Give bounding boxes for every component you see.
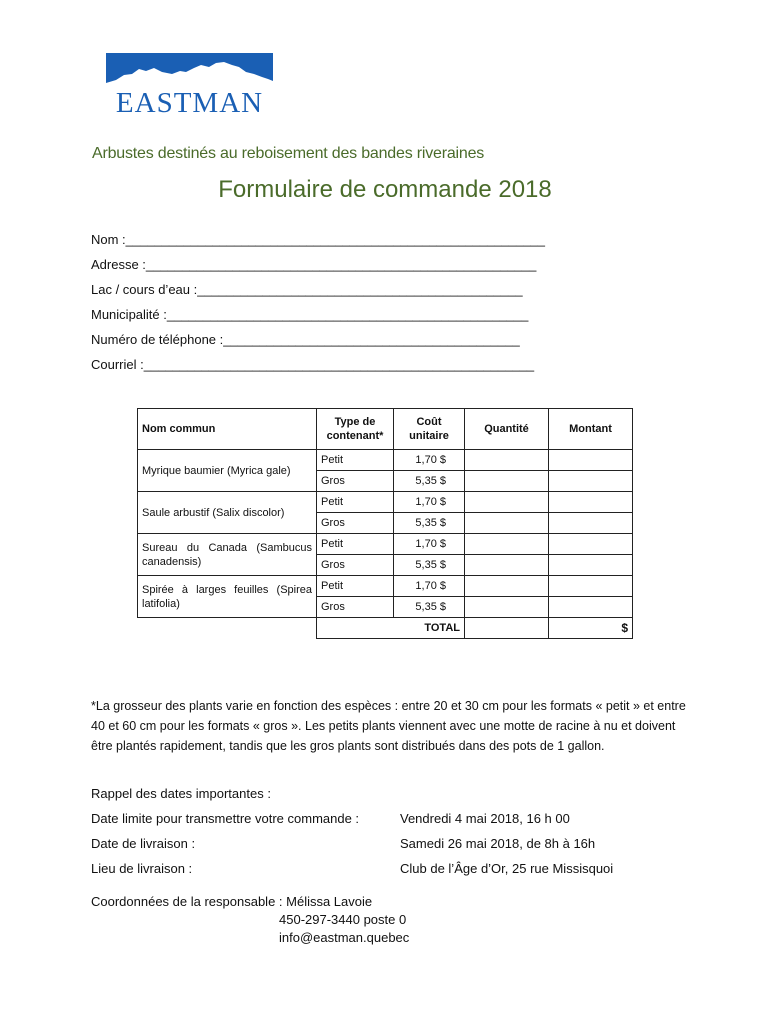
deadline-value: Vendredi 4 mai 2018, 16 h 00 (400, 811, 570, 826)
quantity-cell[interactable] (465, 555, 549, 576)
contact-phone: 450-297-3440 poste 0 (279, 912, 407, 927)
table-row (138, 450, 633, 471)
amount-cell[interactable] (549, 534, 633, 555)
unit-cost: 5,35 $ (394, 555, 465, 576)
contact-label: Coordonnées de la responsable : Mélissa Lavoie (91, 894, 373, 909)
delivery-date-value: Samedi 26 mai 2018, de 8h à 16h (400, 836, 596, 851)
total-quantity-cell[interactable] (465, 618, 549, 639)
total-label: TOTAL (317, 618, 465, 639)
unit-cost: 5,35 $ (394, 597, 465, 618)
phone-field[interactable]: Numéro de téléphone :_________________________________________ (91, 332, 520, 347)
amount-cell[interactable] (549, 492, 633, 513)
amount-cell[interactable] (549, 555, 633, 576)
deadline-label: Date limite pour transmettre votre commande : (91, 811, 360, 826)
contact-email[interactable]: info@eastman.quebec (279, 930, 410, 945)
header-quantity: Quantité (465, 409, 549, 450)
container-type: Gros (317, 555, 394, 576)
eastman-logo (106, 53, 273, 123)
page-title: Formulaire de commande 2018 (218, 176, 552, 203)
plant-name: Spirée à larges feuilles (Spirea latifolia) (138, 576, 317, 618)
container-type: Petit (317, 450, 394, 471)
quantity-cell[interactable] (465, 597, 549, 618)
container-type: Petit (317, 576, 394, 597)
amount-cell[interactable] (549, 597, 633, 618)
mountain-logo-icon (106, 53, 273, 89)
amount-cell[interactable] (549, 513, 633, 534)
order-table (137, 408, 633, 639)
header-name: Nom commun (138, 409, 317, 450)
quantity-cell[interactable] (465, 576, 549, 597)
name-field[interactable]: Nom :__________________________________________________________ (91, 232, 546, 247)
email-field[interactable]: Courriel :______________________________________________________ (91, 357, 535, 372)
plant-name: Sureau du Canada (Sambucus canadensis) (138, 534, 317, 576)
unit-cost: 1,70 $ (394, 450, 465, 471)
footnote: *La grosseur des plants varie en fonction des espèces : entre 20 et 30 cm pour les formats « petit » et entre 40 et 60 cm pour les formats « gros ». Les petits plants viennent avec une motte de racine à nu et doivent être plantés rapidement, tandis que les gros plants sont distribués dans des pots de 1 gallon. (91, 699, 686, 753)
amount-cell[interactable] (549, 450, 633, 471)
container-type: Gros (317, 471, 394, 492)
delivery-date-label: Date de livraison : (91, 836, 196, 851)
total-amount[interactable]: $ (549, 618, 633, 639)
header-type: Type de contenant* (317, 409, 394, 450)
table-row (138, 534, 633, 555)
plant-name: Myrique baumier (Myrica gale) (138, 450, 317, 492)
municipality-field[interactable]: Municipalité :__________________________________________________ (91, 307, 529, 322)
container-type: Gros (317, 597, 394, 618)
quantity-cell[interactable] (465, 534, 549, 555)
total-row (138, 618, 633, 639)
lake-field[interactable]: Lac / cours d’eau :_____________________________________________ (91, 282, 523, 297)
header-amount: Montant (549, 409, 633, 450)
container-type: Petit (317, 492, 394, 513)
delivery-place-label: Lieu de livraison : (91, 861, 193, 876)
amount-cell[interactable] (549, 576, 633, 597)
delivery-place-value: Club de l’Âge d’Or, 25 rue Missisquoi (400, 861, 614, 876)
quantity-cell[interactable] (465, 513, 549, 534)
logo-text: EASTMAN (115, 87, 264, 119)
subtitle: Arbustes destinés au reboisement des bandes riveraines (92, 145, 485, 162)
table-header-row (138, 409, 633, 450)
table-row (138, 576, 633, 597)
container-type: Gros (317, 513, 394, 534)
table-row (138, 492, 633, 513)
dates-heading: Rappel des dates importantes : (91, 786, 271, 801)
plant-name: Saule arbustif (Salix discolor) (138, 492, 317, 534)
address-field[interactable]: Adresse :______________________________________________________ (91, 257, 537, 272)
unit-cost: 1,70 $ (394, 492, 465, 513)
unit-cost: 5,35 $ (394, 513, 465, 534)
quantity-cell[interactable] (465, 471, 549, 492)
header-cost: Coût unitaire (394, 409, 465, 450)
amount-cell[interactable] (549, 471, 633, 492)
unit-cost: 5,35 $ (394, 471, 465, 492)
container-type: Petit (317, 534, 394, 555)
unit-cost: 1,70 $ (394, 576, 465, 597)
quantity-cell[interactable] (465, 450, 549, 471)
unit-cost: 1,70 $ (394, 534, 465, 555)
quantity-cell[interactable] (465, 492, 549, 513)
